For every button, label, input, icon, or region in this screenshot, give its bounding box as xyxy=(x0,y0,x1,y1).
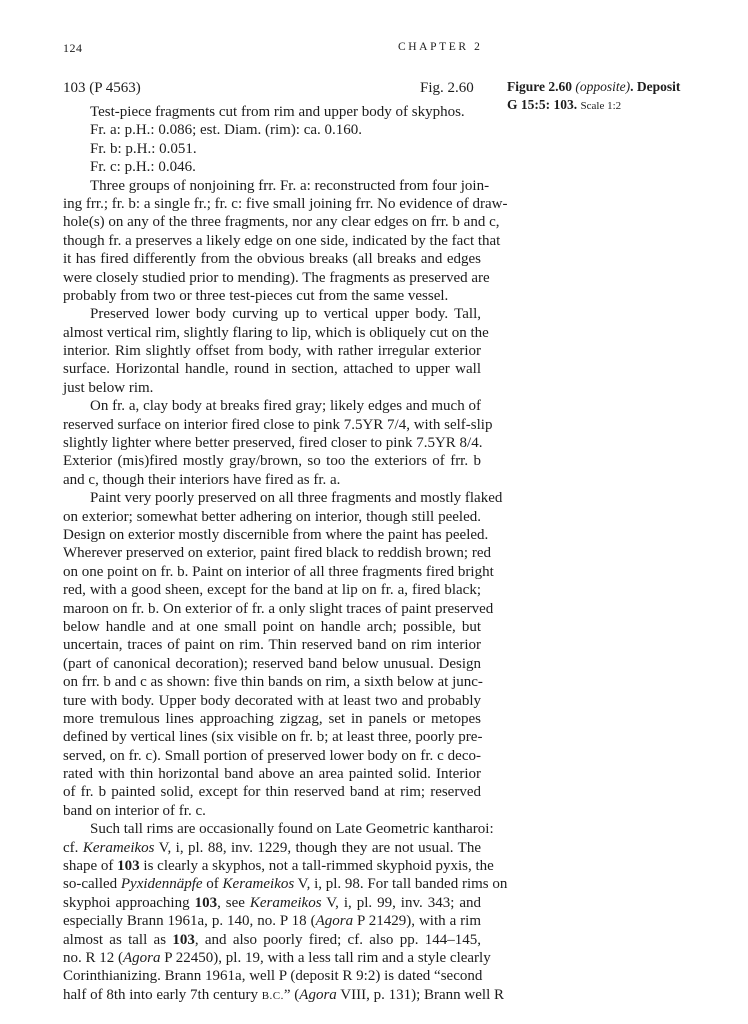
body-line: ture with body. Upper body decorated with at least two and probably xyxy=(63,692,481,709)
body-line: skyphoi approaching 103, see Kerameikos V, i, pl. 99, inv. 343; and xyxy=(63,894,481,911)
body-line: Fr. b: p.H.: 0.051. xyxy=(90,140,197,157)
body-line: and c, though their interiors have fired as fr. a. xyxy=(63,471,341,488)
body-line: Such tall rims are occasionally found on Late Geometric kantharoi: xyxy=(90,821,494,838)
body-line: Paint very poorly preserved on all three fragments and mostly flaked xyxy=(90,490,503,507)
body-line: red, with a good sheen, except for the band at lip on fr. a, fired black; xyxy=(63,582,481,599)
body-line: below handle and at one small point on handle arch; possible, but xyxy=(63,618,481,635)
body-line: surface. Horizontal handle, round in section, attached to upper wall xyxy=(63,361,481,378)
body-line: Corinthianizing. Brann 1961a, well P (deposit R 9:2) is dated “second xyxy=(63,968,483,985)
body-line: on one point on fr. b. Paint on interior of all three fragments fired bright xyxy=(63,563,494,580)
caption-line-2 xyxy=(507,96,737,116)
body-line: so-called Pyxidennäpfe of Kerameikos V, i, pl. 98. For tall banded rims on xyxy=(63,876,508,893)
body-line: no. R 12 (Agora P 22450), pl. 19, with a less tall rim and a style clearly xyxy=(63,949,491,966)
body-line: hole(s) on any of the three fragments, nor any clear edges on frr. b and c, xyxy=(63,214,500,231)
body-line: more tremulous lines approaching zigzag, set in panels or metopes xyxy=(63,710,481,727)
entry-title: 103 (P 4563) xyxy=(63,80,141,96)
caption-figure-label: Figure 2.60 xyxy=(507,79,572,94)
body-line: Preserved lower body curving up to vertical upper body. Tall, xyxy=(90,306,481,323)
running-head: CHAPTER 2 xyxy=(398,41,483,53)
body-line: it has fired differently from the obvious breaks (all breaks and edges xyxy=(63,251,481,268)
caption-line-1 xyxy=(507,78,737,96)
body-line: Three groups of nonjoining frr. Fr. a: reconstructed from four join- xyxy=(90,177,490,194)
body-line: uncertain, traces of paint on rim. Thin reserved band on rim interior xyxy=(63,637,481,654)
body-line: of fr. b painted solid, except for thin reserved band at rim; reserved xyxy=(63,784,481,801)
body-line: Wherever preserved on exterior, paint fired black to reddish brown; red xyxy=(63,545,491,562)
body-line: half of 8th into early 7th century B.C.” (Agora VIII, p. 131); Brann well R xyxy=(63,986,504,1003)
caption-opposite: (opposite) xyxy=(575,79,631,94)
body-line: ing frr.; fr. b: a single fr.; fr. c: five small joining frr. No evidence of draw- xyxy=(63,195,508,212)
figure-caption xyxy=(507,78,737,115)
body-line: Design on exterior mostly discernible from where the paint has peeled. xyxy=(63,526,489,543)
caption-scale: Scale 1:2 xyxy=(580,99,622,112)
body-line: slightly lighter where better preserved, fired closer to pink 7.5YR 8/4. xyxy=(63,435,483,452)
caption-deposit-label: . Deposit xyxy=(630,79,681,94)
body-line: reserved surface on interior fired close to pink 7.5YR 7/4, with self-slip xyxy=(63,416,493,433)
body-line: almost vertical rim, slightly flaring to lip, which is obliquely cut on the xyxy=(63,324,489,341)
body-line: probably from two or three test-pieces cut from the same vessel. xyxy=(63,287,449,304)
body-line: Fr. a: p.H.: 0.086; est. Diam. (rim): ca. 0.160. xyxy=(90,122,363,139)
body-line: On fr. a, clay body at breaks fired gray; likely edges and much of xyxy=(90,398,481,415)
page-number: 124 xyxy=(63,41,83,55)
body-line: Exterior (mis)fired mostly gray/brown, so too the exteriors of frr. b xyxy=(63,453,481,470)
body-line: Fr. c: p.H.: 0.046. xyxy=(90,159,196,176)
body-line: maroon on fr. b. On exterior of fr. a only slight traces of paint preserved xyxy=(63,600,494,617)
body-line: served, on fr. c). Small portion of preserved lower body on fr. c deco- xyxy=(63,747,481,764)
body-line: rated with thin horizontal band above an area painted solid. Interior xyxy=(63,766,481,783)
body-line: shape of 103 is clearly a skyphos, not a tall-rimmed skyphoid pyxis, the xyxy=(63,858,494,875)
body-line: Test-piece fragments cut from rim and upper body of skyphos. xyxy=(90,104,465,120)
catalogue-entry-text xyxy=(63,103,508,1004)
body-line: cf. Kerameikos V, i, pl. 88, inv. 1229, though they are not usual. The xyxy=(63,839,482,856)
body-line: especially Brann 1961a, p. 140, no. P 18 (Agora P 21429), with a rim xyxy=(63,913,482,930)
body-line: though fr. a preserves a likely edge on one side, indicated by the fact that xyxy=(63,232,501,249)
body-line: just below rim. xyxy=(63,379,154,396)
body-line: on frr. b and c as shown: five thin bands on rim, a sixth below at junc- xyxy=(63,674,483,691)
body-line: band on interior of fr. c. xyxy=(63,802,206,819)
caption-deposit-id: G 15:5: 103. xyxy=(507,96,578,112)
figure-reference: Fig. 2.60 xyxy=(420,80,474,96)
body-line: on exterior; somewhat better adhering on interior, though still peeled. xyxy=(63,508,481,525)
body-line: interior. Rim slightly offset from body, with rather irregular exterior xyxy=(63,343,481,360)
body-line: (part of canonical decoration); reserved band below unusual. Design xyxy=(63,655,481,672)
body-line: were closely studied prior to mending). The fragments as preserved are xyxy=(63,269,490,286)
body-line: defined by vertical lines (six visible on fr. b; at least three, poorly pre- xyxy=(63,729,483,746)
body-line: almost as tall as 103, and also poorly fired; cf. also pp. 144–145, xyxy=(63,931,481,948)
